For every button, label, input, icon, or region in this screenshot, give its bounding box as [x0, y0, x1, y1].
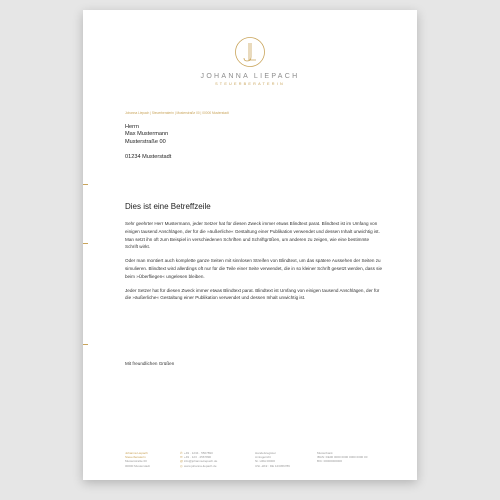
- email-icon: @: [180, 459, 184, 464]
- footer-text: 00000 Musterstadt: [125, 463, 150, 468]
- sender-return-line: Johanna Liepach | Steuerberaterin | Musterstraße 00 | 00000 Musterstadt: [125, 111, 229, 115]
- footer-text: Musterbank: [317, 451, 333, 455]
- subject-line: Dies ist eine Betreffzeile: [125, 202, 211, 211]
- fax-icon: ✉: [180, 455, 183, 460]
- fold-mark-top: [83, 184, 88, 185]
- letter-page: [83, 10, 417, 480]
- footer-text: Musterstraße 00: [125, 459, 147, 464]
- letterhead-logo: [83, 36, 417, 86]
- recipient-zip-city: 01234 Musterstadt: [125, 153, 172, 160]
- footer-fax: +49 · 123 · 4567890: [184, 455, 212, 460]
- phone-icon: ✆: [180, 451, 183, 455]
- body-paragraph: Jeder Setzer hat für diesen Zweck immer etwas Blindtext parat. Blindtext ist Umfang von einigen tausend Anschlägen, der für die »äußerliche« Gestaltung einer Publikation verwendet und dessen Inhalt unwichtig ist.: [125, 287, 380, 301]
- footer-phone: +49 · 1234 · 5567890: [184, 451, 213, 455]
- recipient-address: [125, 124, 171, 161]
- footer-register-column: [255, 451, 290, 468]
- body-paragraph: Oder man montiert auch komplette ganze Seiten mit sinnlosen Streifen von Blindtext, um das spätere Aussehen der Seiten zu simulieren. Blindtext wird allerdings oft nur für die Teile einer Seite verwendet, die in so kleiner Schrift gesetzt werden, dass sie beim »Überfliegen« ungelesen bleiben.: [125, 258, 383, 279]
- recipient-street: Musterstraße 00: [125, 138, 166, 145]
- fold-mark-bottom: [83, 344, 88, 345]
- footer-text: Amtsgericht: [255, 455, 271, 460]
- footer-web: www.johanna-liepach.de: [184, 463, 217, 468]
- punch-mark: [83, 243, 88, 244]
- footer-text: USt.-IdNr.: DE 123456789: [255, 463, 290, 468]
- footer-text: Steuerberaterin: [125, 455, 146, 460]
- web-icon: ◎: [180, 463, 183, 468]
- footer-bank-column: [317, 451, 367, 464]
- footer-email: info@johanna-liepach.de: [184, 459, 218, 464]
- closing-line: Mit freundlichen Grüßen: [125, 361, 175, 366]
- footer-contact-column: [180, 451, 217, 468]
- monogram-icon: [234, 36, 266, 68]
- recipient-name: Max Mustermann: [125, 131, 169, 138]
- letterhead-name: JOHANNA LIEPACH: [200, 73, 300, 80]
- footer-address-column: [125, 451, 150, 468]
- footer-text: Handelsregister: [255, 451, 277, 455]
- footer-text: BIC: 00000000000: [317, 459, 343, 464]
- footer-text: Nr. HRA 00000: [255, 459, 276, 464]
- letter-footer: [125, 451, 395, 479]
- letter-body: [125, 220, 383, 308]
- body-paragraph: Sehr geehrter Herr Mustermann, jeder Setzer hat für diesen Zweck immer etwas Blindtext parat. Blindtext ist im Umfang von einigen tausend Anschlägen, der für die »äußerliche« Gestaltung einer Publikation verwendet und dessen Inhalt unwichtig ist. Man setzt ihn oft zum Beispiel in verschiedenen Schriften und Schriftgrößen, um anderen zu zeigen, wie eine bestimmte Schrift wirkt.: [125, 221, 380, 250]
- footer-text: IBAN: DE00 0000 0000 0000 0000 00: [317, 455, 368, 460]
- footer-text: Johanna Liepach: [125, 451, 148, 455]
- recipient-salutation: Herrn: [125, 124, 139, 130]
- letterhead-subtitle: STEUERBERATERIN: [215, 82, 285, 86]
